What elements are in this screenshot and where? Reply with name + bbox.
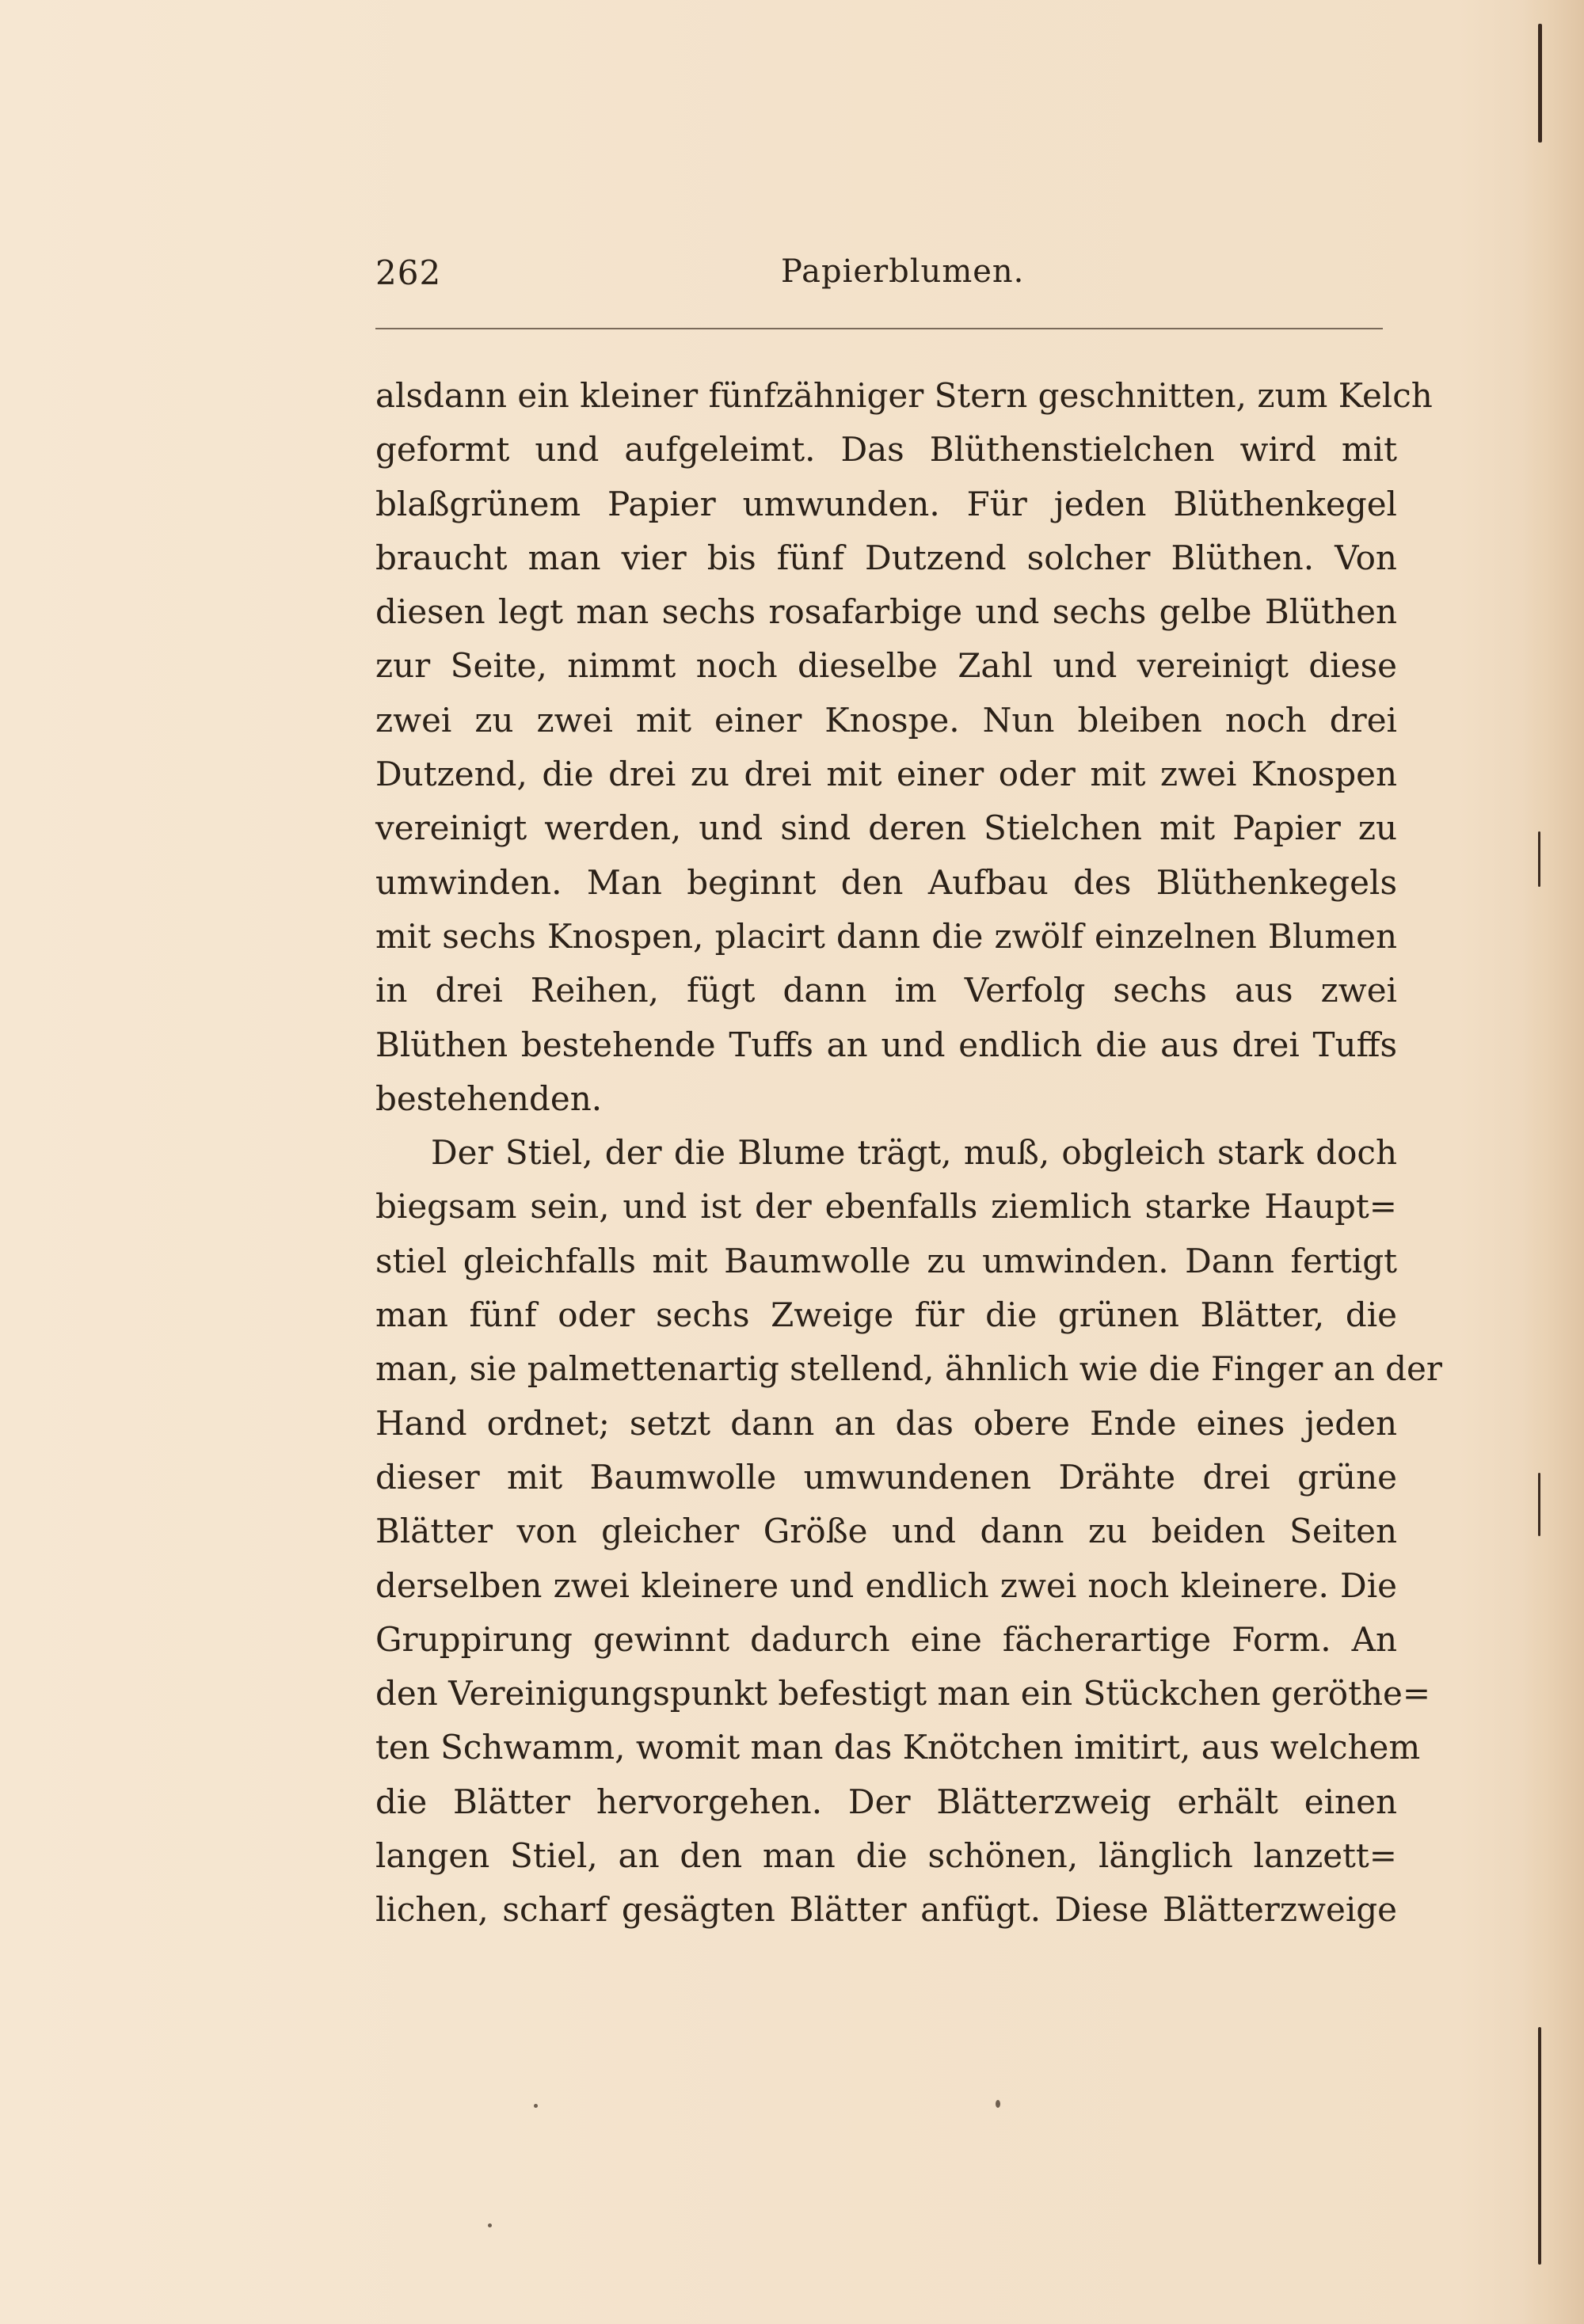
body-text (375, 369, 1442, 1938)
text-line: diesen legt man sechs rosafarbige und sechs gelbe Blüthen (375, 592, 1397, 632)
text-line: die Blätter hervorgehen. Der Blätterzweig erhält einen (375, 1782, 1397, 1821)
text-line: ten Schwamm, womit man das Knötchen imitirt, aus welchem (375, 1728, 1421, 1767)
text-line: derselben zwei kleinere und endlich zwei noch kleinere. Die (375, 1565, 1397, 1605)
text-line: braucht man vier bis fünf Dutzend solcher Blüthen. Von (375, 538, 1397, 577)
text-line: Blätter von gleicher Größe und dann zu beiden Seiten (375, 1512, 1397, 1551)
text-line: geformt und aufgeleimt. Das Blüthenstielchen wird mit (375, 430, 1397, 470)
text-line: bestehenden. (375, 1078, 603, 1118)
text-line: blaßgrünem Papier umwunden. Für jeden Blüthenkegel (375, 484, 1397, 523)
text-line: umwinden. Man beginnt den Aufbau des Blüthenkegels (375, 862, 1397, 902)
text-line: langen Stiel, an den man die schönen, länglich lanzett= (375, 1836, 1397, 1876)
text-line: Hand ordnet; setzt dann an das obere Ende eines jeden (375, 1403, 1397, 1443)
text-line: alsdann ein kleiner fünfzähniger Stern geschnitten, zum Kelch (375, 376, 1433, 415)
text-line: man fünf oder sechs Zweige für die grünen Blätter, die (375, 1295, 1397, 1335)
text-line: in drei Reihen, fügt dann im Verfolg sechs aus zwei (375, 971, 1397, 1010)
paper-speck (534, 2104, 538, 2108)
text-line: lichen, scharf gesägten Blätter anfügt. Diese Blätterzweige (375, 1890, 1397, 1930)
page-edge-line (1538, 831, 1540, 887)
paper-speck (996, 2100, 1000, 2108)
text-line: vereinigt werden, und sind deren Stielchen mit Papier zu (375, 808, 1397, 848)
text-line: mit sechs Knospen, placirt dann die zwölf einzelnen Blumen (375, 916, 1397, 956)
text-line: zur Seite, nimmt noch dieselbe Zahl und vereinigt diese (375, 646, 1397, 686)
text-line: man, sie palmettenartig stellend, ähnlich wie die Finger an der (375, 1349, 1442, 1389)
page-edge-line (1538, 2027, 1541, 2265)
text-line: dieser mit Baumwolle umwundenen Drähte drei grüne (375, 1457, 1397, 1497)
page-edge-shadow (1522, 0, 1584, 2324)
page-header (375, 253, 1383, 301)
header-rule (375, 328, 1383, 329)
running-title: Papierblumen. (781, 253, 1025, 290)
page-number: 262 (375, 253, 442, 292)
text-line: Der Stiel, der die Blume trägt, muß, obgleich stark doch (431, 1133, 1397, 1173)
text-line: zwei zu zwei mit einer Knospe. Nun bleiben noch drei (375, 700, 1397, 740)
text-line: Blüthen bestehende Tuffs an und endlich die aus drei Tuffs (375, 1025, 1397, 1064)
text-line: Gruppirung gewinnt dadurch eine fächerartige Form. An (375, 1619, 1397, 1659)
text-line: den Vereinigungspunkt befestigt man ein Stückchen geröthe= (375, 1674, 1431, 1714)
paper-speck (488, 2223, 492, 2227)
page-edge-line (1538, 24, 1542, 143)
text-line: Dutzend, die drei zu drei mit einer oder mit zwei Knospen (375, 755, 1397, 794)
page-edge-line (1538, 1473, 1540, 1536)
text-line: stiel gleichfalls mit Baumwolle zu umwinden. Dann fertigt (375, 1241, 1397, 1280)
text-line: biegsam sein, und ist der ebenfalls ziemlich starke Haupt= (375, 1187, 1397, 1227)
